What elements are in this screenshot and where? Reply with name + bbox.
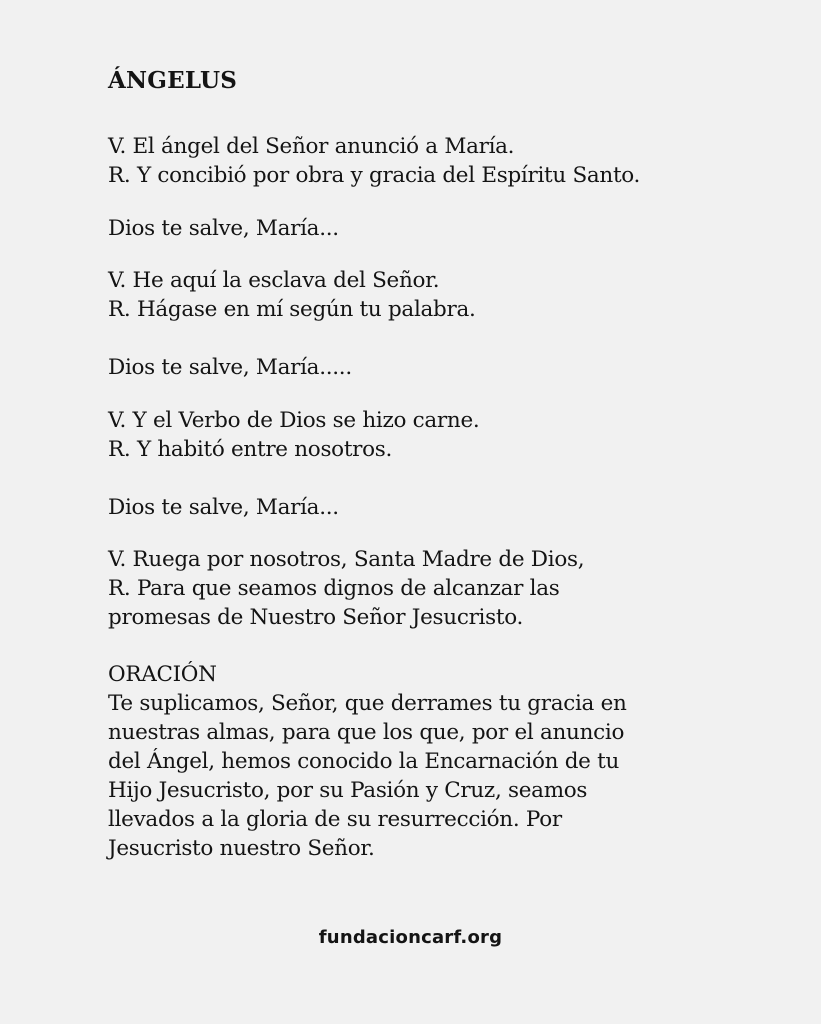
hail-mary-block-2: [108, 353, 748, 382]
versicle-block-1: [108, 132, 748, 190]
prayer-line: llevados a la gloria de su resurrección. Por: [108, 807, 562, 832]
hail-mary-block-3: [108, 493, 748, 522]
versicle-block-3: [108, 406, 748, 464]
versicle-block-2: [108, 266, 748, 324]
versicle-line: V. Y el Verbo de Dios se hizo carne.: [108, 408, 480, 433]
hail-mary-line: Dios te salve, María...: [108, 216, 339, 241]
prayer-line: nuestras almas, para que los que, por el anuncio: [108, 720, 625, 745]
response-line: R. Y concibió por obra y gracia del Espíritu Santo.: [108, 163, 641, 188]
versicle-line: V. El ángel del Señor anunció a María.: [108, 134, 515, 159]
prayer-line: Hijo Jesucristo, por su Pasión y Cruz, seamos: [108, 778, 588, 803]
hail-mary-line: Dios te salve, María.....: [108, 355, 352, 380]
footer-website: fundacioncarf.org: [318, 927, 503, 948]
response-line: R. Para que seamos dignos de alcanzar las: [108, 576, 560, 601]
oracion-heading: ORACIÓN: [108, 662, 217, 687]
versicle-line: V. He aquí la esclava del Señor.: [108, 268, 440, 293]
response-line: R. Y habitó entre nosotros.: [108, 437, 393, 462]
versicle-block-4: [108, 545, 748, 632]
prayer-line: del Ángel, hemos conocido la Encarnación de tu: [108, 749, 620, 774]
page-title: ÁNGELUS: [108, 67, 238, 94]
response-line: promesas de Nuestro Señor Jesucristo.: [108, 605, 523, 630]
versicle-line: V. Ruega por nosotros, Santa Madre de Dios,: [108, 547, 585, 572]
oracion-block: [108, 660, 748, 863]
prayer-line: Jesucristo nuestro Señor.: [108, 836, 375, 861]
prayer-line: Te suplicamos, Señor, que derrames tu gracia en: [108, 691, 627, 716]
hail-mary-line: Dios te salve, María...: [108, 495, 339, 520]
response-line: R. Hágase en mí según tu palabra.: [108, 297, 476, 322]
hail-mary-block-1: [108, 214, 748, 243]
